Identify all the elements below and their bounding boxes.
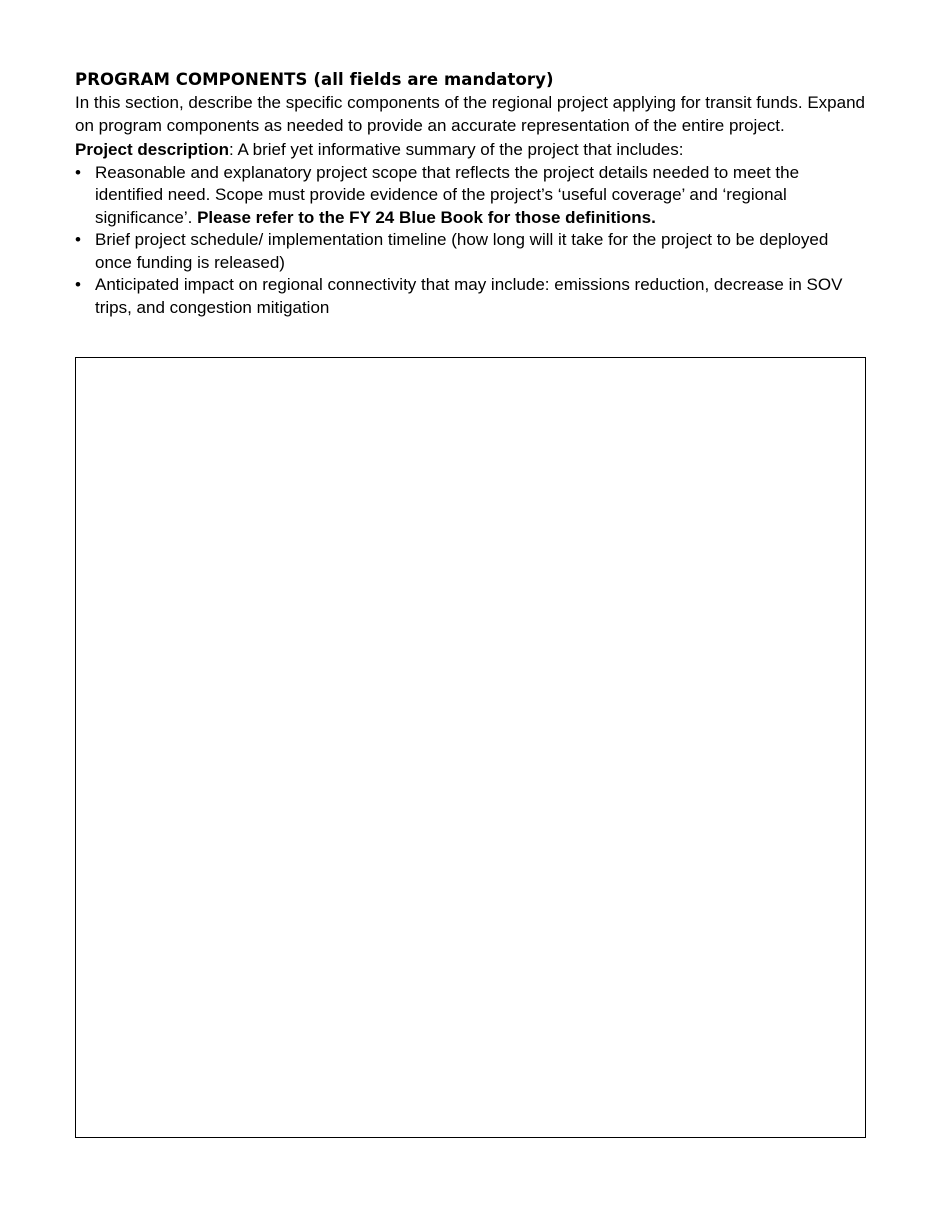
program-components-section xyxy=(75,68,875,319)
list-item-text: Reasonable and explanatory project scope that reflects the project details needed to meet the identified need. Scope must provide evidence of the project’s ‘useful coverage’ and ‘regional significance’. xyxy=(95,162,800,227)
list-item-text: Anticipated impact on regional connectivity that may include: emissions reduction, decrease in SOV trips, and congestion mitigation xyxy=(95,275,843,317)
bullet-icon: • xyxy=(75,275,81,294)
section-heading: PROGRAM COMPONENTS (all fields are mandatory) xyxy=(75,70,554,89)
requirements-list xyxy=(75,162,865,320)
section-intro: In this section, describe the specific components of the regional project applying for transit funds. Expand on program components as needed to provide an accurate representation of the entire project. xyxy=(75,93,866,135)
list-item-emphasis: Please refer to the FY 24 Blue Book for those definitions. xyxy=(197,207,656,227)
list-item-schedule xyxy=(75,229,865,274)
bullet-icon: • xyxy=(75,162,81,182)
list-item-text: Brief project schedule/ implementation timeline (how long will it take for the project to be deployed once funding is released) xyxy=(95,230,829,272)
project-description-lead: : A brief yet informative summary of the project that includes: xyxy=(228,140,684,159)
list-item-impact xyxy=(75,274,865,319)
bullet-icon: • xyxy=(75,230,81,249)
project-description-intro xyxy=(75,139,875,162)
list-item-scope xyxy=(75,162,865,230)
project-description-response-box[interactable] xyxy=(75,357,866,1138)
project-description-label: Project description xyxy=(75,140,229,159)
